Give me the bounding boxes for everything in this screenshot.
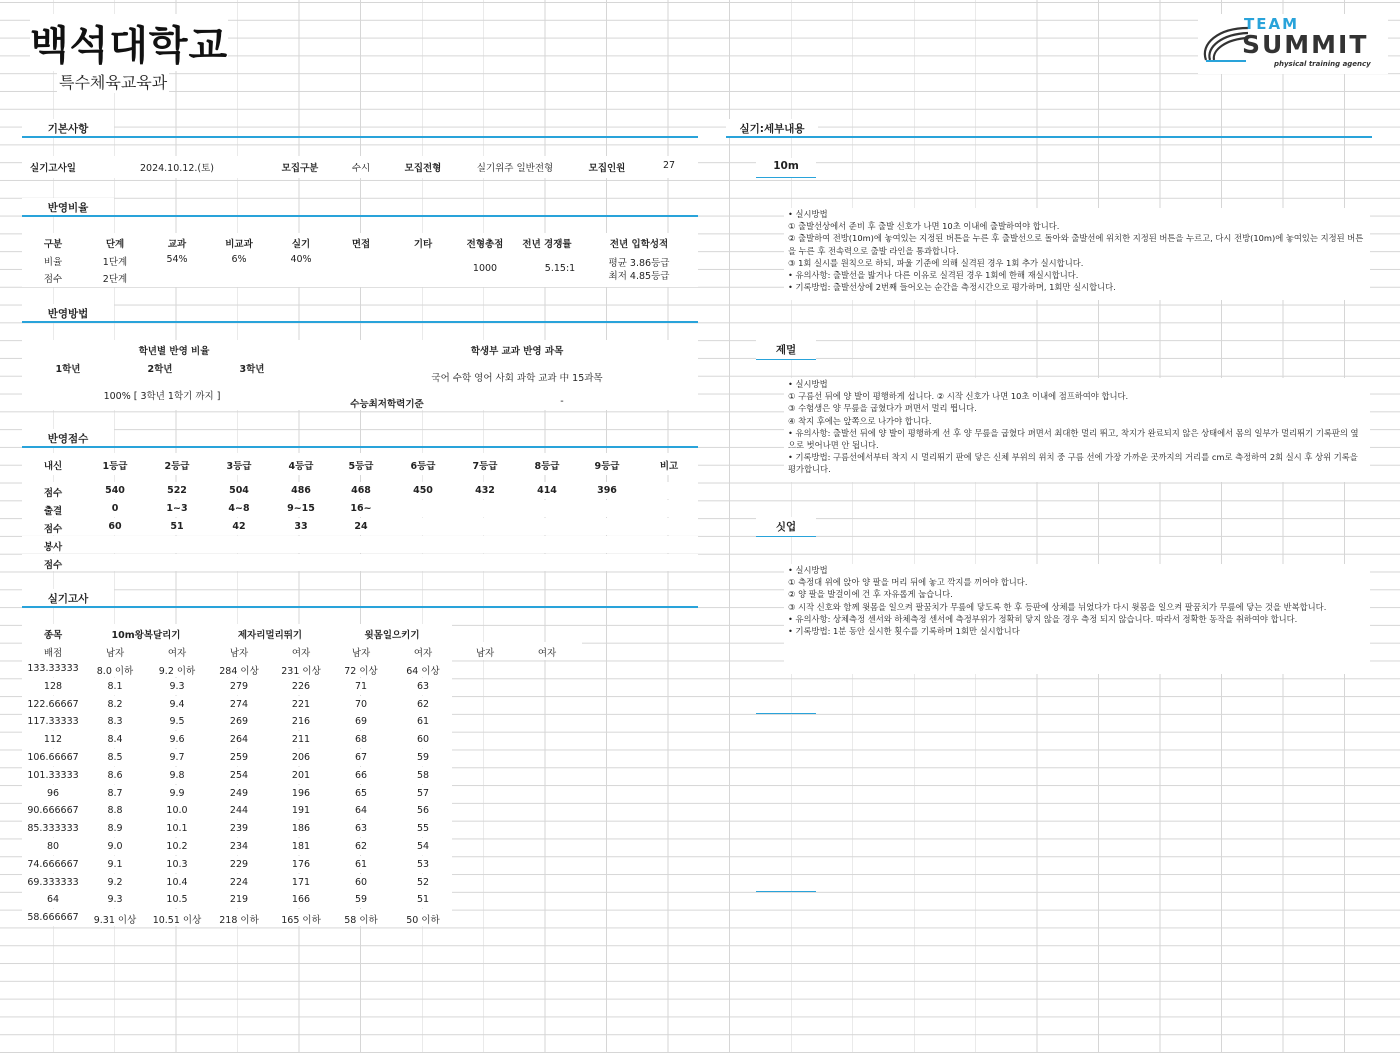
practical-cell: 221 <box>291 698 311 710</box>
ratio-header-2: 교과 <box>167 239 187 250</box>
practical-cell: 10.5 <box>166 894 188 906</box>
section-basic-title: 기본사항 <box>22 119 114 136</box>
practical-cell: 9.9 <box>169 787 185 799</box>
practical-cell: 106.66667 <box>27 752 79 763</box>
practical-cell: 8.7 <box>107 787 123 799</box>
ratio-header-3: 비교과 <box>225 239 253 250</box>
score-header-row <box>22 453 698 475</box>
practical-row <box>22 785 452 802</box>
section-method-title: 반영방법 <box>22 304 114 321</box>
detail-situp-line-5: • 기록방법: 1분 동안 실시한 횟수를 기록하며 1회만 실시합니다 <box>788 626 1020 637</box>
practical-cell: 69.333333 <box>27 876 79 888</box>
ratio-row1-2: 54% <box>166 254 188 265</box>
practical-cell: 259 <box>229 752 249 763</box>
practical-subheader: 남자 <box>475 648 495 659</box>
score-cell: 24 <box>354 521 368 532</box>
practical-row <box>22 731 452 748</box>
practical-cell: 63 <box>354 823 368 835</box>
practical-cell: 9.4 <box>169 698 185 710</box>
practical-cell: 101.33333 <box>27 769 79 781</box>
practical-row <box>22 820 452 837</box>
score-cell: 540 <box>105 485 125 496</box>
quota-value: 27 <box>662 160 676 171</box>
practical-cell: 8.4 <box>107 734 123 746</box>
event-situp: 윗몸일으키기 <box>364 630 420 641</box>
practical-cell: 226 <box>291 680 311 692</box>
practical-cell: 264 <box>229 734 249 746</box>
detail-jump-line-3: ④ 착지 후에는 앞쪽으로 나가야 합니다. <box>788 415 932 426</box>
practical-cell: 8.8 <box>107 805 123 817</box>
practical-cell: 61 <box>354 858 368 870</box>
practical-cell: 8.6 <box>107 769 123 781</box>
practical-cell: 65 <box>354 787 368 799</box>
event-10m: 10m왕복달리기 <box>111 630 181 641</box>
practical-cell: 9.2 <box>107 876 123 888</box>
practical-cell: 8.9 <box>107 823 123 835</box>
score-cell: 봉사 <box>43 542 63 553</box>
section-ratio-line <box>22 215 698 217</box>
detail-10m-line-5: • 기록방법: 출발선상에 2번째 들어오는 순간을 측정시간으로 평가하며, 1회만 실시합니다. <box>788 282 1116 293</box>
practical-cell: 181 <box>291 841 311 852</box>
practical-cell: 66 <box>354 769 368 781</box>
practical-cell: 96 <box>46 787 60 799</box>
practical-cell: 239 <box>229 823 249 835</box>
year-2: 2학년 <box>147 364 173 375</box>
practical-cell: 54 <box>416 841 430 852</box>
score-header-8: 8등급 <box>534 461 560 472</box>
ratio-header-5: 면접 <box>351 239 371 250</box>
ratio-header-4: 실기 <box>291 239 311 250</box>
category-value: 수시 <box>351 163 371 174</box>
score-header-0: 내신 <box>43 461 63 472</box>
grade-ratio-value: 100% [ 3학년 1학기 까지 ] <box>103 391 221 402</box>
score-cell: 432 <box>475 485 495 496</box>
detail-situp-line-3: ③ 시작 신호와 함께 윗몸을 일으켜 팔꿈치가 무릎에 닿도록 한 후 등판에 상체를 뉘었다가 다시 윗몸을 일으켜 팔꿈치가 무릎에 닿는 것을 반복합니다. <box>788 601 1327 612</box>
detail-situp-title: 싯업 <box>756 517 816 537</box>
practical-cell: 74.666667 <box>27 858 79 870</box>
practical-cell: 166 <box>291 894 311 906</box>
practical-subheader: 남자 <box>229 648 249 659</box>
detail-situp-line-0: • 실시방법 <box>788 565 828 575</box>
ratio-header-8: 전년 경쟁률 <box>522 239 572 250</box>
logo-team-text: TEAM <box>1244 15 1300 33</box>
detail-10m-line-4: • 유의사항: 출발선을 밟거나 다른 이유로 실격된 경우 1회에 한해 재실시합니다. <box>788 270 1079 281</box>
practical-subheader: 여자 <box>413 648 433 659</box>
score-cell: 16~ <box>350 503 372 514</box>
min-standard-value: - <box>560 396 564 407</box>
ratio-row2-1: 2단계 <box>102 274 128 285</box>
practical-subheader: 여자 <box>167 648 187 659</box>
practical-row <box>22 909 452 926</box>
detail-jump-line-0: • 실시방법 <box>788 379 828 389</box>
score-cell: 9~15 <box>287 503 315 514</box>
score-cell: 점수 <box>43 488 63 499</box>
detail-jump-title: 제멀 <box>756 340 816 360</box>
score-header-10: 비고 <box>659 461 679 472</box>
practical-cell: 55 <box>416 823 430 835</box>
exam-date-value: 2024.10.12.(토) <box>139 163 214 174</box>
practical-row <box>22 713 452 730</box>
practical-event-row <box>22 624 452 642</box>
section-method-line <box>22 321 698 323</box>
detail-divider-1 <box>756 713 816 714</box>
ratio-header-6: 기타 <box>413 239 433 250</box>
section-detail-line <box>726 136 1372 138</box>
practical-cell: 191 <box>291 805 311 817</box>
score-cell: 33 <box>294 521 308 532</box>
practical-cell: 117.33333 <box>27 716 79 728</box>
ratio-grade-min: 최저 4.85등급 <box>608 271 670 282</box>
practical-cell: 234 <box>229 841 249 852</box>
practical-cell: 70 <box>354 698 368 710</box>
score-cell: 4~8 <box>228 503 250 514</box>
practical-cell: 59 <box>354 894 368 906</box>
score-cell: 1~3 <box>166 503 188 514</box>
detail-10m-line-0: • 실시방법 <box>788 209 828 219</box>
score-cell: 468 <box>351 485 371 496</box>
practical-row <box>22 660 452 677</box>
detail-situp-panel <box>784 564 1370 674</box>
practical-cell: 10.4 <box>166 876 188 888</box>
practical-cell: 9.31 이상 <box>93 915 137 927</box>
score-cell: 450 <box>413 485 433 496</box>
section-score-line <box>22 446 698 448</box>
score-header-7: 7등급 <box>472 461 498 472</box>
practical-cell: 10.51 이상 <box>152 915 202 927</box>
detail-jump-line-1: ① 구름선 뒤에 양 발이 평행하게 섭니다. ② 시작 신호가 나면 10초 이내에 점프하여야 합니다. <box>788 391 1129 402</box>
practical-cell: 9.1 <box>107 858 123 870</box>
ratio-header-1: 단계 <box>105 239 125 250</box>
practical-cell: 53 <box>416 858 430 870</box>
score-cell: 522 <box>167 485 187 496</box>
practical-cell: 68 <box>354 734 368 746</box>
practical-cell: 90.666667 <box>27 805 79 817</box>
exam-date-label: 실기고사일 <box>30 163 76 174</box>
practical-cell: 165 이하 <box>281 915 321 927</box>
practical-cell: 63 <box>416 680 430 692</box>
score-cell: 점수 <box>43 560 63 571</box>
practical-row <box>22 767 452 784</box>
practical-cell: 231 이상 <box>281 666 321 677</box>
score-cell: 414 <box>537 485 557 496</box>
practical-row <box>22 856 452 873</box>
practical-cell: 64 이상 <box>406 666 440 677</box>
practical-cell: 58 <box>416 769 430 781</box>
practical-subheader: 남자 <box>351 648 371 659</box>
practical-cell: 60 <box>354 876 368 888</box>
practical-cell: 72 이상 <box>344 666 378 677</box>
practical-cell: 8.1 <box>107 680 123 692</box>
practical-cell: 60 <box>416 734 430 746</box>
practical-cell: 122.66667 <box>27 698 79 710</box>
detail-jump-line-5: • 기록방법: 구름선에서부터 착지 시 멀리뛰기 판에 닿은 신체 부위의 위치 중 구름 선에 가장 가까운 곳까지의 거리를 cm로 측정하여 2회 실시 후 상위 기록을 평가합니다. <box>788 452 1358 475</box>
practical-cell: 9.2 이하 <box>158 666 196 677</box>
detail-10m-panel <box>784 208 1370 300</box>
score-row-row_volunteer <box>22 536 698 553</box>
practical-cell: 229 <box>229 858 249 870</box>
practical-cell: 10.2 <box>166 841 188 852</box>
ratio-header-0: 구분 <box>43 239 63 250</box>
practical-row <box>22 749 452 766</box>
practical-cell: 9.8 <box>169 769 185 781</box>
score-header-3: 3등급 <box>226 461 252 472</box>
section-practical-line <box>22 606 698 608</box>
ratio-table <box>22 233 698 287</box>
event-long-jump: 제자리멀리뛰기 <box>237 630 303 641</box>
practical-cell: 218 이하 <box>219 915 259 927</box>
ratio-header-9: 전년 입학성적 <box>609 239 669 250</box>
practical-cell: 9.0 <box>107 841 123 852</box>
practical-cell: 64 <box>354 805 368 817</box>
practical-cell: 171 <box>291 876 311 888</box>
score-cell: 504 <box>229 485 249 496</box>
basic-info-row <box>22 156 698 178</box>
practical-cell: 8.3 <box>107 716 123 728</box>
practical-cell: 216 <box>291 716 311 728</box>
practical-cell: 58.666667 <box>27 912 79 924</box>
logo-tagline: physical training agency <box>1274 60 1371 68</box>
practical-cell: 85.333333 <box>27 823 79 835</box>
practical-cell: 8.0 이하 <box>96 666 134 677</box>
score-row-row_score <box>22 482 698 499</box>
method-table <box>22 340 698 410</box>
practical-cell: 8.2 <box>107 698 123 710</box>
detail-10m-line-1: ① 출발선상에서 준비 후 출발 신호가 나면 10초 이내에 출발하여야 합니다. <box>788 221 1060 232</box>
ratio-total: 1000 <box>472 263 498 274</box>
practical-cell: 274 <box>229 698 249 710</box>
section-ratio-title: 반영비율 <box>22 198 114 215</box>
practical-cell: 58 이하 <box>344 915 378 927</box>
practical-subheader: 여자 <box>291 648 311 659</box>
ratio-row2-0: 점수 <box>43 274 63 285</box>
practical-cell: 201 <box>291 769 311 781</box>
detail-jump-line-2: ③ 수험생은 양 무릎을 굽혔다가 펴면서 멀리 뜁니다. <box>788 403 977 414</box>
practical-cell: 57 <box>416 787 430 799</box>
practical-cell: 69 <box>354 716 368 728</box>
practical-row <box>22 838 452 855</box>
score-cell: 51 <box>170 521 184 532</box>
university-title: 백석대학교 <box>30 14 228 71</box>
detail-10m-title: 10m <box>756 158 816 178</box>
score-header-9: 9등급 <box>594 461 620 472</box>
ratio-row1-3: 6% <box>231 254 247 265</box>
practical-cell: 128 <box>43 680 63 692</box>
practical-cell: 71 <box>354 680 368 692</box>
practical-cell: 244 <box>229 805 249 817</box>
practical-subheader: 남자 <box>105 648 125 659</box>
practical-cell: 224 <box>229 876 249 888</box>
ratio-grade-avg: 평균 3.86등급 <box>608 258 670 269</box>
ratio-header-7: 전형총점 <box>466 239 504 250</box>
practical-cell: 51 <box>416 894 430 906</box>
category-label: 모집구분 <box>281 163 319 174</box>
practical-cell: 196 <box>291 787 311 799</box>
practical-row <box>22 678 452 695</box>
section-practical-title: 실기고사 <box>22 589 114 606</box>
department-subtitle: 특수체육교육과 <box>57 70 169 93</box>
practical-cell: 254 <box>229 769 249 781</box>
score-cell: 출결 <box>43 506 63 517</box>
subjects-title: 학생부 교과 반영 과목 <box>470 346 564 357</box>
section-basic-line <box>22 136 698 138</box>
practical-cell: 219 <box>229 894 249 906</box>
score-cell: 60 <box>108 521 122 532</box>
practical-cell: 211 <box>291 734 311 746</box>
ratio-row1-0: 비율 <box>43 257 63 268</box>
practical-cell: 52 <box>416 876 430 888</box>
score-cell: 0 <box>111 503 119 514</box>
detail-situp-line-4: • 유의사항: 상체측정 센서와 하체측정 센서에 측정부위가 정확히 닿지 않을 경우 측정 되지 않습니다. 따라서 정확한 동작을 취하여야 합니다. <box>788 613 1298 624</box>
practical-cell: 62 <box>354 841 368 852</box>
detail-10m-line-2: ② 출발하여 전방(10m)에 놓여있는 지정된 버튼을 누른 후 출발선으로 돌아와 출발선에 위치한 지정된 버튼을 누르고, 다시 전방(10m)에 놓여있는 지정된 버튼을 누른 후 전속력으로 출발 라인을 통과합니다. <box>788 233 1364 256</box>
score-cell: 점수 <box>43 524 63 535</box>
section-score-title: 반영점수 <box>22 429 114 446</box>
score-header-4: 4등급 <box>288 461 314 472</box>
detail-jump-panel <box>784 378 1370 482</box>
practical-cell: 59 <box>416 752 430 763</box>
practical-row <box>22 802 452 819</box>
practical-cell: 279 <box>229 680 249 692</box>
ratio-row1-4: 40% <box>290 254 312 265</box>
ratio-competition: 5.15:1 <box>544 263 576 274</box>
score-row-row_absence_score <box>22 518 698 535</box>
quota-label: 모집인원 <box>588 163 626 174</box>
min-standard-label: 수능최저학력기준 <box>350 399 424 410</box>
track-label: 모집전형 <box>404 163 442 174</box>
practical-cell: 206 <box>291 752 311 763</box>
score-header-5: 5등급 <box>348 461 374 472</box>
practical-cell: 9.7 <box>169 752 185 763</box>
section-detail-title: 실기:세부내용 <box>726 119 818 136</box>
score-row-row_absence <box>22 500 698 517</box>
practical-cell: 80 <box>46 841 60 852</box>
detail-jump-line-4: • 유의사항: 출발선 뒤에 양 발이 평행하게 선 후 양 무릎을 굽혔다 펴면서 최대한 멀리 뛰고, 착지가 완료되지 않은 상태에서 몸의 일부가 멀리뛰기 기록판의 옆으로 벗어나면 안 됩니다. <box>788 427 1359 451</box>
subjects-value: 국어 수학 영어 사회 과학 교과 中 15과목 <box>431 373 603 384</box>
detail-situp-line-1: ① 측정대 위에 앉아 양 팔을 머리 뒤에 놓고 깍지를 끼어야 합니다. <box>788 577 1028 588</box>
practical-cell: 186 <box>291 823 311 835</box>
practical-cell: 67 <box>354 752 368 763</box>
practical-row <box>22 874 452 891</box>
practical-cell: 64 <box>46 894 60 906</box>
year-1: 1학년 <box>55 364 81 375</box>
score-cell: 486 <box>291 485 311 496</box>
practical-cell: 8.5 <box>107 752 123 763</box>
score-row-row_volunteer_score <box>22 554 698 571</box>
team-summit-logo <box>1198 14 1388 74</box>
practical-cell: 10.1 <box>166 823 188 835</box>
practical-cell: 61 <box>416 716 430 728</box>
track-value: 실기위주 일반전형 <box>476 163 554 174</box>
practical-cell: 176 <box>291 858 311 870</box>
practical-cell: 112 <box>43 734 63 746</box>
practical-cell: 284 이상 <box>219 666 259 677</box>
practical-cell: 9.6 <box>169 734 185 746</box>
detail-situp-line-2: ② 양 팔을 발걸이에 건 후 자유롭게 눕습니다. <box>788 589 953 600</box>
score-header-1: 1등급 <box>102 461 128 472</box>
logo-summit-text: SUMMIT <box>1242 30 1369 59</box>
grade-ratio-title: 학년별 반영 비율 <box>138 346 210 357</box>
practical-cell: 133.33333 <box>27 663 79 674</box>
practical-cell: 56 <box>416 805 430 817</box>
detail-divider-2 <box>756 891 816 892</box>
practical-cell: 9.3 <box>107 894 123 906</box>
practical-cell: 9.3 <box>169 680 185 692</box>
event-label: 종목 <box>43 630 63 641</box>
practical-cell: 62 <box>416 698 430 710</box>
practical-subheader: 배점 <box>43 648 63 659</box>
score-cell: 42 <box>232 521 246 532</box>
ratio-row1-1: 1단계 <box>102 257 128 268</box>
practical-subheader: 여자 <box>537 648 557 659</box>
practical-cell: 9.5 <box>169 716 185 728</box>
practical-subheader-row <box>22 642 582 660</box>
score-header-6: 6등급 <box>410 461 436 472</box>
score-cell: 396 <box>597 485 617 496</box>
practical-row <box>22 891 452 908</box>
practical-cell: 10.3 <box>166 858 188 870</box>
practical-cell: 50 이하 <box>406 915 440 927</box>
practical-row <box>22 696 452 713</box>
year-3: 3학년 <box>239 364 265 375</box>
practical-cell: 269 <box>229 716 249 728</box>
detail-10m-line-3: ③ 1회 실시를 원칙으로 하되, 파울 기준에 의해 실격된 경우 1회 추가 실시합니다. <box>788 257 1084 268</box>
score-header-2: 2등급 <box>164 461 190 472</box>
practical-cell: 249 <box>229 787 249 799</box>
practical-cell: 10.0 <box>166 805 188 817</box>
